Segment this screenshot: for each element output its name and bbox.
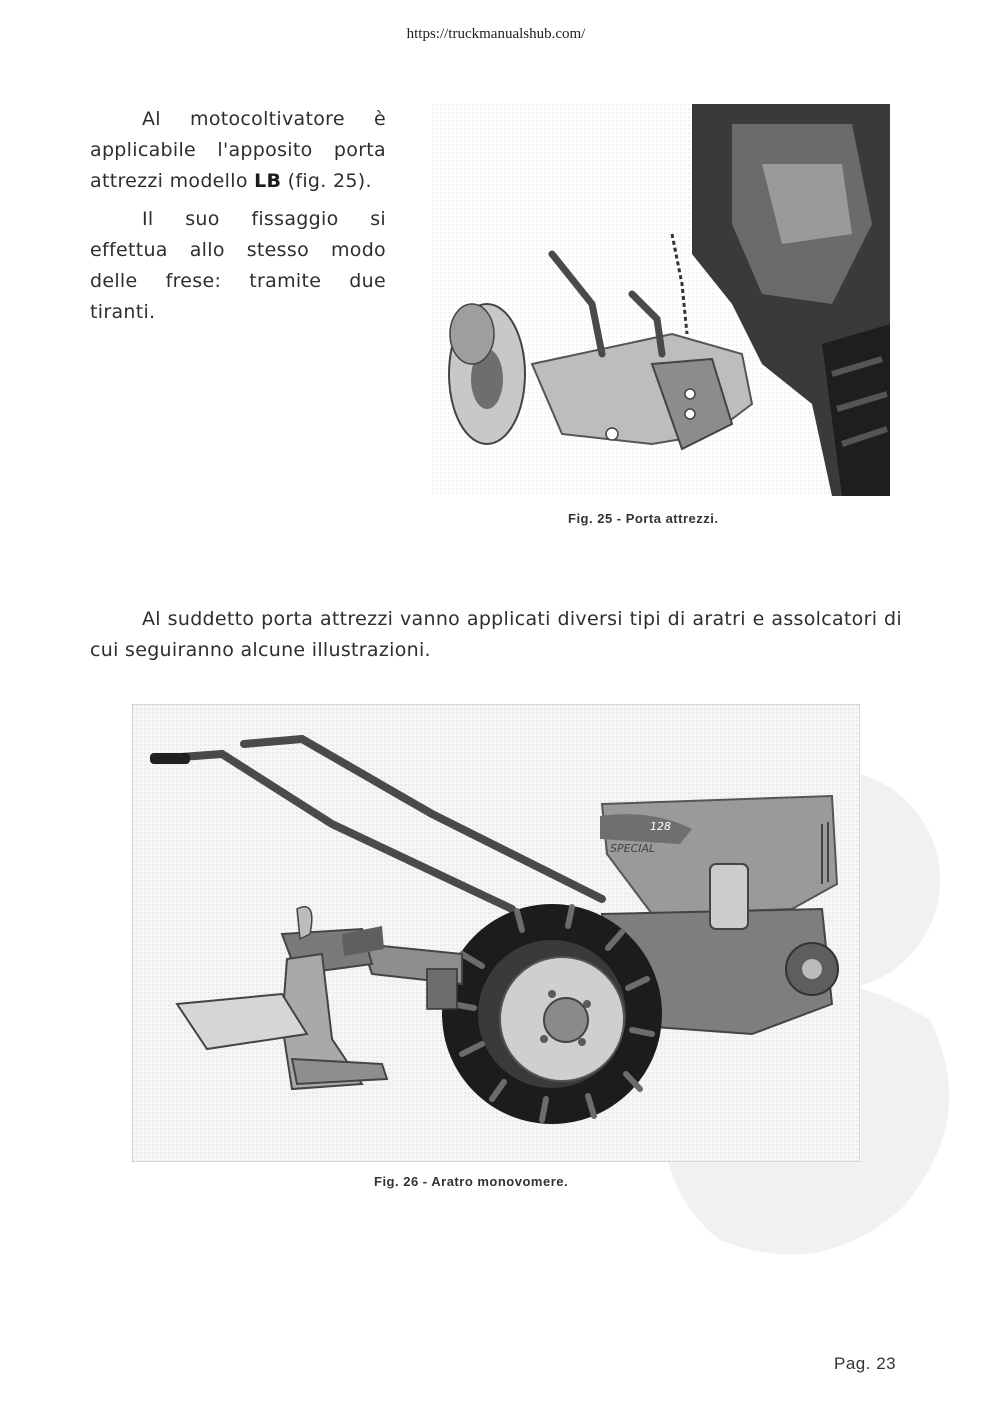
figure-26-photo (132, 704, 860, 1162)
figure-26-caption: Fig. 26 - Aratro monovomere. (374, 1174, 569, 1189)
special-badge: SPECIAL (610, 842, 656, 855)
brand-badge: 128 (650, 820, 671, 833)
intro-text-end: (fig. 25). (281, 170, 372, 192)
intro-paragraph-2: Il suo fissaggio si effettua allo stesso modo delle frese: tramite due tiranti. (90, 208, 386, 323)
source-url: https://truckmanualshub.com/ (406, 26, 586, 42)
page-number: Pag. 23 (834, 1354, 897, 1373)
body-paragraph: Al suddetto porta attrezzi vanno applicati diversi tipi di aratri e assolcatori di cui seguiranno alcune illustrazioni. (90, 608, 902, 661)
model-name: LB (254, 170, 282, 192)
handle-grip-icon (150, 753, 190, 764)
intro-paragraph-1 (90, 104, 386, 197)
figure-25-photo (432, 104, 890, 496)
figure-25-caption: Fig. 25 - Porta attrezzi. (568, 511, 719, 526)
intro-text-start: Al motocoltivatore è applicabile l'apposito porta attrezzi modello (90, 108, 386, 192)
